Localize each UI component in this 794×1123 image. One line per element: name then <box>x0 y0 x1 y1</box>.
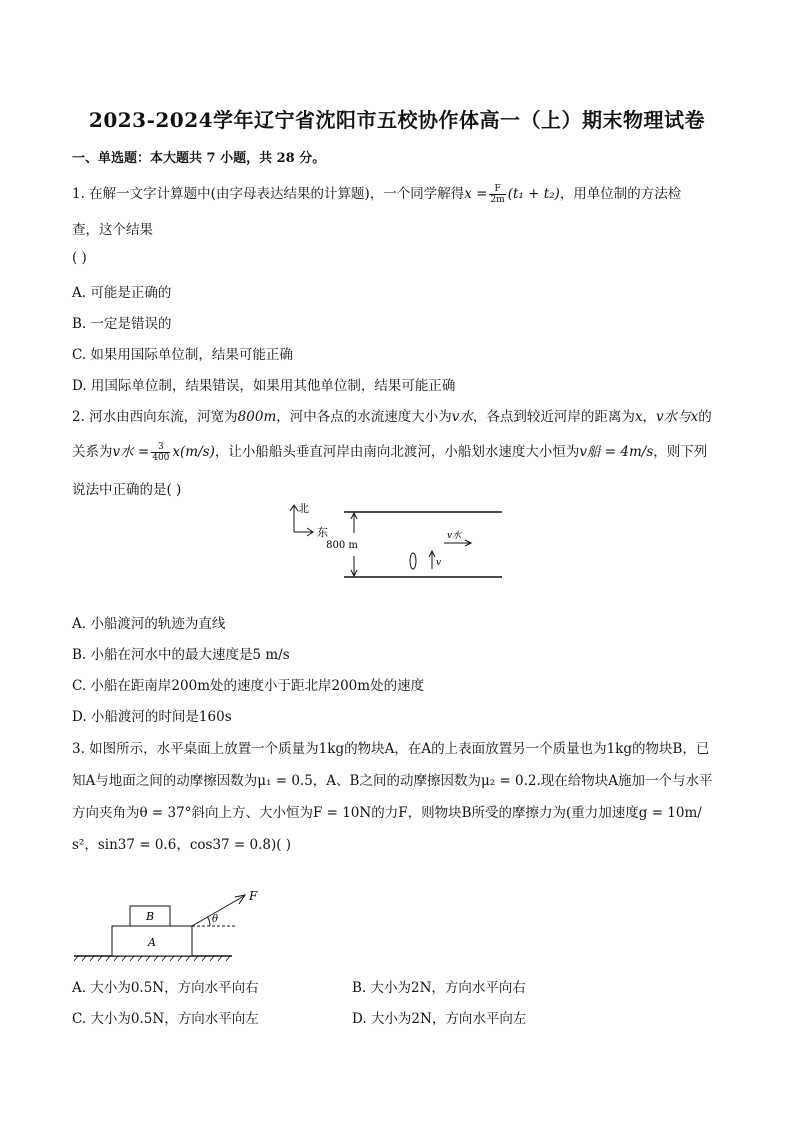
q2-stem-line1 <box>72 405 712 425</box>
q2-v-boat: v船 = 4m/s <box>579 444 654 460</box>
force-label: F <box>249 889 258 903</box>
q2-stem-line2 <box>72 440 707 463</box>
water-velocity-label: v水 <box>447 531 462 541</box>
q3-option-c: C. 大小为0.5N，方向水平向左 <box>72 1011 259 1027</box>
north-label: 北 <box>298 502 309 515</box>
block-b-label: B <box>145 910 155 923</box>
q3-blocks-figure <box>72 880 272 964</box>
q3-stem-line1: 3. 如图所示，水平桌面上放置一个质量为1kg的物块A，在A的上表面放置另一个质量也为1kg的物块B，已 <box>72 741 710 757</box>
q2-text: 的 <box>698 409 712 425</box>
boat-velocity-label: v <box>436 558 442 568</box>
q2-frac-num: 3 <box>151 442 170 453</box>
width-label: 800 m <box>326 540 358 551</box>
q1-option-c: C. 如果用国际单位制，结果可能正确 <box>72 347 293 363</box>
q1-frac-den: 2m <box>490 195 505 205</box>
q2-text: ，则下列 <box>653 444 708 460</box>
east-label: 东 <box>317 526 328 539</box>
q1-formula-lhs: x = <box>464 186 488 202</box>
q1-text-b: ，用单位制的方法检 <box>559 186 682 202</box>
q1-stem-line1 <box>72 182 681 205</box>
q2-river-width: 800m <box>237 409 277 425</box>
q2-river-figure <box>284 500 506 586</box>
boat-shape <box>410 553 416 569</box>
q1-option-d: D. 用国际单位制，结果错误，如果用其他单位制，结果可能正确 <box>72 378 456 394</box>
q2-text: ，各点到较近河岸的距离为 <box>472 409 635 425</box>
q1-option-a: A. 可能是正确的 <box>72 285 172 301</box>
q2-v-water: v水 <box>451 409 473 425</box>
q2-option-d: D. 小船渡河的时间是160s <box>72 709 232 725</box>
angle-label: θ <box>212 914 219 925</box>
q1-fraction <box>489 184 505 205</box>
q2-frac-den: 400 <box>152 453 170 463</box>
q2-formula-rhs: x(m/s) <box>172 444 215 460</box>
q2-fraction <box>151 442 170 463</box>
q1-answer-paren: ( ) <box>72 250 87 266</box>
q1-text-a: 1. 在解一文字计算题中(由字母表达结果的计算题)，一个同学解得 <box>72 186 465 202</box>
q1-option-b: B. 一定是错误的 <box>72 316 172 332</box>
q3-stem-line2: 知A与地面之间的动摩擦因数为μ₁ = 0.5，A、B之间的动摩擦因数为μ₂ = 0.2.现在给物块A施加一个与水平 <box>72 773 713 789</box>
q2-v-water-x: v水与x <box>656 409 699 425</box>
q3-option-b: B. 大小为2N，方向水平向右 <box>352 980 526 996</box>
angle-arc <box>208 917 210 926</box>
section-header: 一、单选题：本大题共 7 小题，共 28 分。 <box>72 151 326 166</box>
q2-formula-lhs: v水 = <box>112 444 150 460</box>
force-arrow-head <box>235 895 245 904</box>
page-title: 2023-2024学年辽宁省沈阳市五校协作体高一（上）期末物理试卷 <box>88 108 706 132</box>
q2-option-a: A. 小船渡河的轨迹为直线 <box>72 616 226 632</box>
ground-hatch <box>74 956 230 961</box>
q2-text: 关系为 <box>72 444 113 460</box>
q3-option-a: A. 大小为0.5N，方向水平向右 <box>72 980 259 996</box>
block-a-label: A <box>148 936 156 949</box>
q2-text: 2. 河水由西向东流，河宽为 <box>72 409 238 425</box>
q2-text: ，让小船船头垂直河岸由南向北渡河，小船划水速度大小恒为 <box>214 444 580 460</box>
q2-option-c: C. 小船在距南岸200m处的速度小于距北岸200m处的速度 <box>72 678 425 694</box>
q2-x: x <box>634 409 643 425</box>
q1-formula-rhs: (t₁ + t₂) <box>507 186 560 202</box>
q2-option-b: B. 小船在河水中的最大速度是5 m/s <box>72 647 290 663</box>
q3-stem-line3: 方向夹角为θ = 37°斜向上方、大小恒为F = 10N的力F，则物块B所受的摩擦力为(重力加速度g = 10m/ <box>72 805 702 821</box>
q1-frac-num: F <box>489 184 505 195</box>
q2-text: ， <box>642 409 657 425</box>
q2-text: ，河中各点的水流速度大小为 <box>276 409 452 425</box>
q3-stem-line4: s²，sin37 = 0.6，cos37 = 0.8)( ) <box>72 837 292 853</box>
q2-stem-line3: 说法中正确的是( ) <box>72 482 182 498</box>
q3-option-d: D. 大小为2N，方向水平向左 <box>352 1011 527 1027</box>
q1-stem-line2: 查，这个结果 <box>72 222 153 238</box>
